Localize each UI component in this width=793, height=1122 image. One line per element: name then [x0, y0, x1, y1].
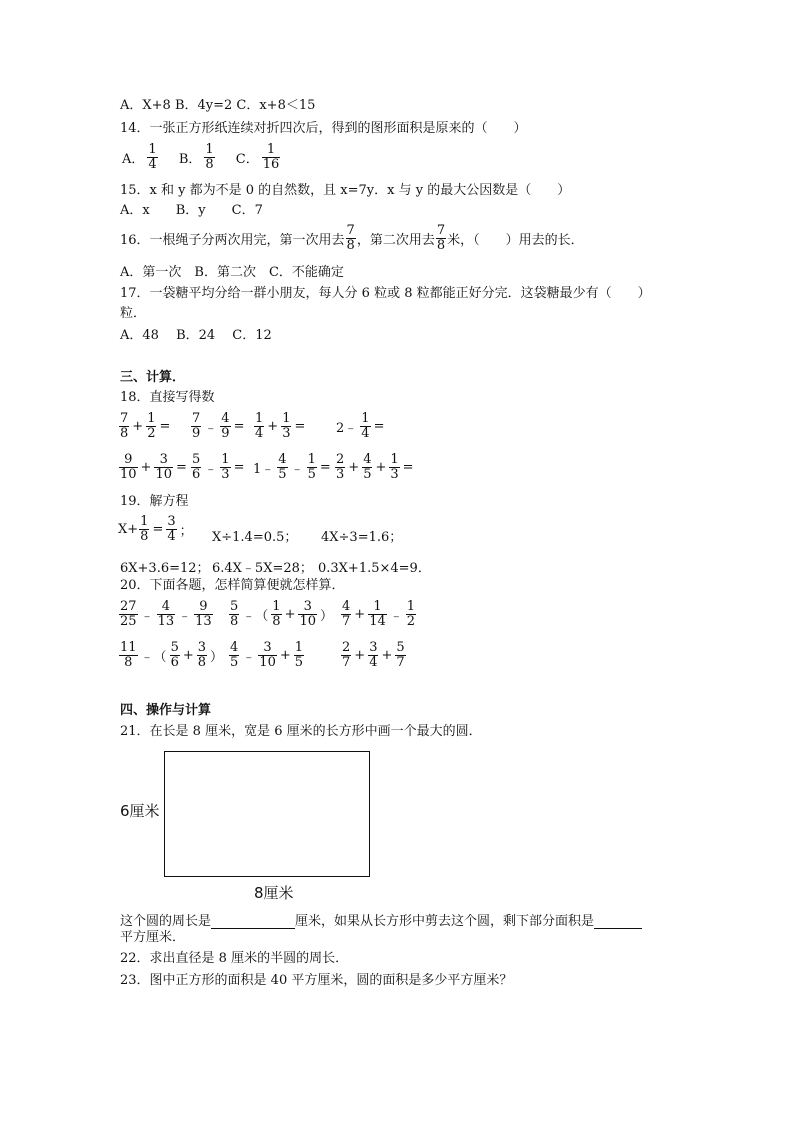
q19-equation-6: 0.3X+1.5×4=9． [318, 561, 431, 576]
width-label: 8厘米 [254, 884, 294, 902]
q14-stem: 14．一张正方形纸连续对折四次后，得到的图形面积是原来的（ ） [120, 121, 527, 136]
q18-expr-6: $\frac{5}{6}$ ﹣ $\frac{1}{3}$ = [192, 452, 245, 482]
q16-part2: ，第二次用去 [356, 233, 435, 248]
q16-stem [120, 224, 584, 253]
q20-expr-3: $\frac{4}{7}$ + $\frac{1}{14}$ ﹣ $\frac{1}{2}$ [342, 599, 416, 629]
height-label: 6厘米 [120, 802, 160, 820]
fraction: $\frac{7}{8}$ [436, 223, 446, 253]
q19-title: 19．解方程 [120, 494, 189, 509]
area-blank[interactable] [594, 914, 642, 929]
q14-a-label: A． [122, 152, 145, 167]
q18-expr-4: 2﹣ $\frac{1}{4}$ = [336, 411, 385, 441]
q16-part3: 米，（ ）用去的长． [447, 233, 584, 248]
q20-expr-1: $\frac{27}{25}$ ﹣ $\frac{4}{13}$ ﹣ $\frac{9}{13}$ [120, 599, 212, 629]
q14-options [120, 143, 281, 172]
fraction: $\frac{7}{8}$ [346, 223, 355, 253]
q20-expr-4: $\frac{11}{8}$ ﹣（ $\frac{5}{6}$ + $\frac{3}{8}$ ） [120, 640, 224, 670]
q13-options: A．X+8 B．4y=2 C．x+8＜15 [120, 98, 316, 113]
q20-expr-2: $\frac{5}{8}$ ﹣（ $\frac{1}{8}$ + $\frac{3}{10}$ ） [230, 599, 334, 629]
q21-answer-line [120, 910, 642, 929]
fraction: $\frac{1}{4}$ [148, 142, 157, 172]
q15-options: A．x B．y C．7 [120, 203, 263, 218]
q20-expr-6: $\frac{2}{7}$ + $\frac{3}{4}$ + $\frac{5}{7}$ [342, 640, 405, 670]
q14-b-label: B． [178, 152, 202, 167]
q16-part1: 16．一根绳子分两次用完，第一次用去 [120, 233, 345, 248]
q18-expr-1: $\frac{7}{8}$ + $\frac{1}{2}$ = [120, 411, 171, 441]
circumference-blank[interactable] [211, 914, 295, 929]
rectangle-figure [164, 751, 370, 877]
q18-expr-2: $\frac{7}{9}$ ﹣ $\frac{4}{9}$ = [192, 411, 245, 441]
q17-stem: 17．一袋糖平均分给一群小朋友，每人分 6 粒或 8 粒都能正好分完．这袋糖最少有（ ） [120, 286, 651, 301]
q14-c-label: C． [235, 152, 259, 167]
q23-stem: 23．图中正方形的面积是 40 平方厘米，圆的面积是多少平方厘米？ [120, 973, 513, 988]
q19-equation-2: X÷1.4=0.5； [212, 530, 298, 545]
q18-expr-5: $\frac{9}{10}$ + $\frac{3}{10}$ = [120, 452, 187, 482]
q17-stem-continued: 粒． [120, 306, 147, 321]
q19-equation-4: 6X+3.6=12； [120, 561, 210, 576]
q22-stem: 22．求出直径是 8 厘米的半圆的周长． [120, 951, 349, 966]
fraction: $\frac{1}{16}$ [262, 142, 280, 172]
q21-answer-part1: 这个圆的周长是 [120, 914, 212, 929]
q19-equation-5: 6.4X﹣5X=28； [212, 561, 313, 576]
q21-answer-part2: 厘米，如果从长方形中剪去这个圆，剩下部分面积是 [295, 914, 595, 929]
fraction: $\frac{1}{8}$ [205, 142, 214, 172]
q19-equation-3: 4X÷3=1.6； [321, 530, 403, 545]
q21-answer-part3: 平方厘米． [120, 930, 186, 945]
q18-expr-8: $\frac{2}{3}$ + $\frac{4}{5}$ + $\frac{1}{3}$ = [336, 452, 414, 482]
q18-title: 18．直接写得数 [120, 390, 215, 405]
section-4-heading: 四、操作与计算 [120, 703, 212, 718]
q16-options: A．第一次 B．第二次 C．不能确定 [120, 265, 344, 280]
q20-expr-5: $\frac{4}{5}$ ﹣ $\frac{3}{10}$ + $\frac{1}{5}$ [230, 640, 304, 670]
q21-stem: 21．在长是 8 厘米，宽是 6 厘米的长方形中画一个最大的圆． [120, 724, 482, 739]
q20-title: 20．下面各题，怎样简算便就怎样算． [120, 578, 345, 593]
q15-stem: 15．x 和 y 都为不是 0 的自然数，且 x=7y．x 与 y 的最大公因数是（ ） [120, 183, 571, 198]
q19-equation-1: X+ $\frac{1}{8}$ = $\frac{3}{4}$ ； [118, 514, 193, 544]
q18-expr-7: 1﹣ $\frac{4}{5}$ ﹣ $\frac{1}{5}$ = [253, 452, 331, 482]
section-3-heading: 三、计算． [120, 370, 186, 385]
q18-expr-3: $\frac{1}{4}$ + $\frac{1}{3}$ = [255, 411, 306, 441]
q17-options: A．48 B．24 C．12 [120, 328, 272, 343]
